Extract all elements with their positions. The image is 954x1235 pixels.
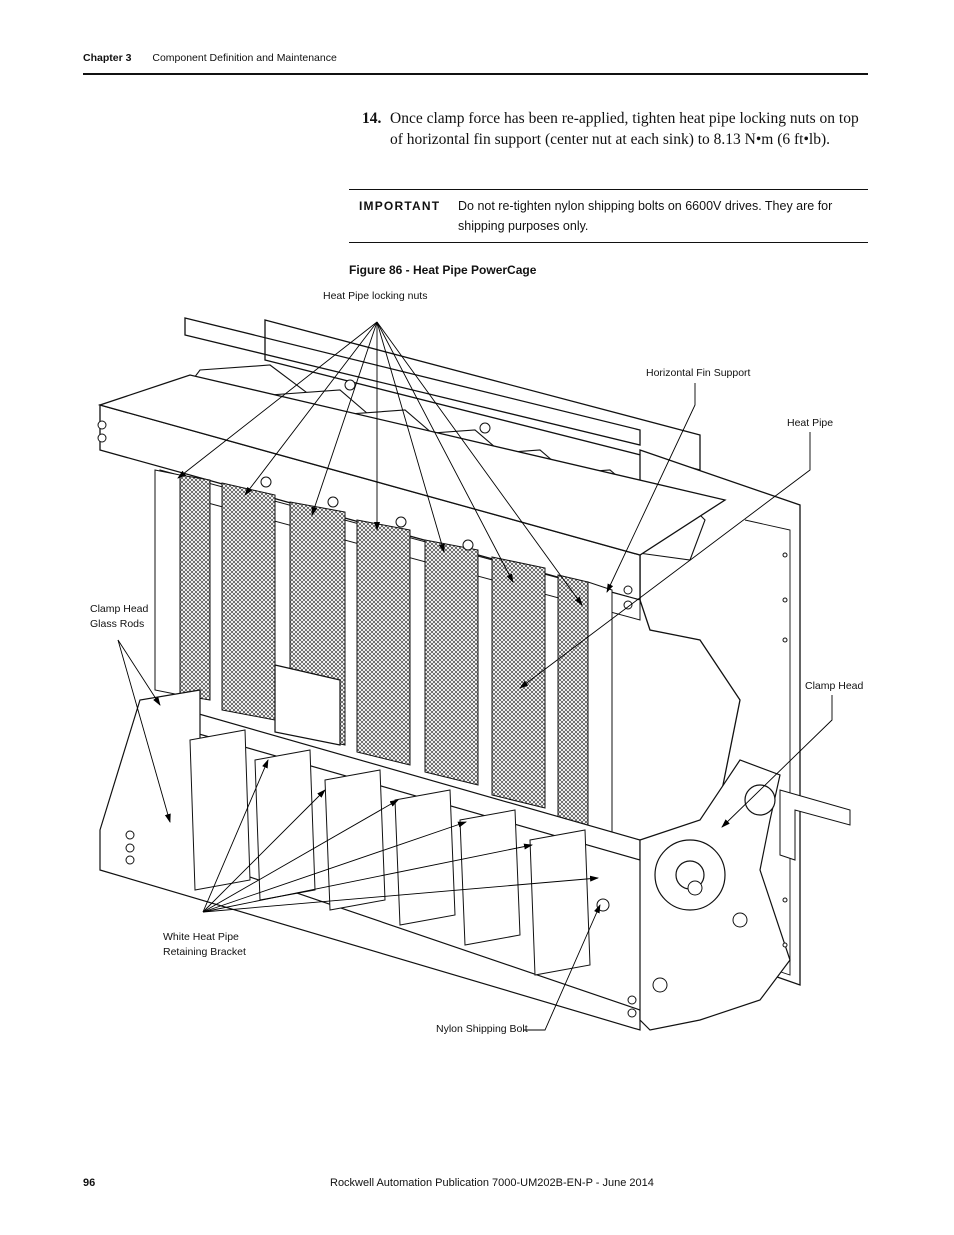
callout-horizontal-fin-support: Horizontal Fin Support <box>646 367 751 379</box>
step-number: 14. <box>362 110 382 127</box>
important-label: IMPORTANT <box>359 199 441 213</box>
step-text: Once clamp force has been re-applied, tighten heat pipe locking nuts on top of horizontal fin support (center nut at each sink) to 8.13 N•m (6 ft•lb). <box>390 110 859 148</box>
publication-info: Rockwell Automation Publication 7000-UM202B-EN-P - June 2014 <box>330 1177 654 1189</box>
page-number: 96 <box>83 1177 96 1189</box>
important-text: Do not re-tighten nylon shipping bolts on 6600V drives. They are for shipping purposes only. <box>458 199 833 233</box>
chapter-label: Chapter 3 <box>83 52 132 64</box>
callout-heat-pipe-locking-nuts: Heat Pipe locking nuts <box>323 290 428 302</box>
callout-white-heat-pipe-retaining-bracket: White Heat Pipe Retaining Bracket <box>163 931 246 958</box>
chapter-title: Component Definition and Maintenance <box>152 52 337 64</box>
callout-heat-pipe: Heat Pipe <box>787 417 834 429</box>
callout-nylon-shipping-bolt: Nylon Shipping Bolt <box>436 1023 528 1035</box>
figure-caption: Figure 86 - Heat Pipe PowerCage <box>349 263 537 277</box>
callout-clamp-head: Clamp Head <box>805 680 864 692</box>
callout-clamp-head-glass-rods: Clamp Head Glass Rods <box>90 603 149 630</box>
